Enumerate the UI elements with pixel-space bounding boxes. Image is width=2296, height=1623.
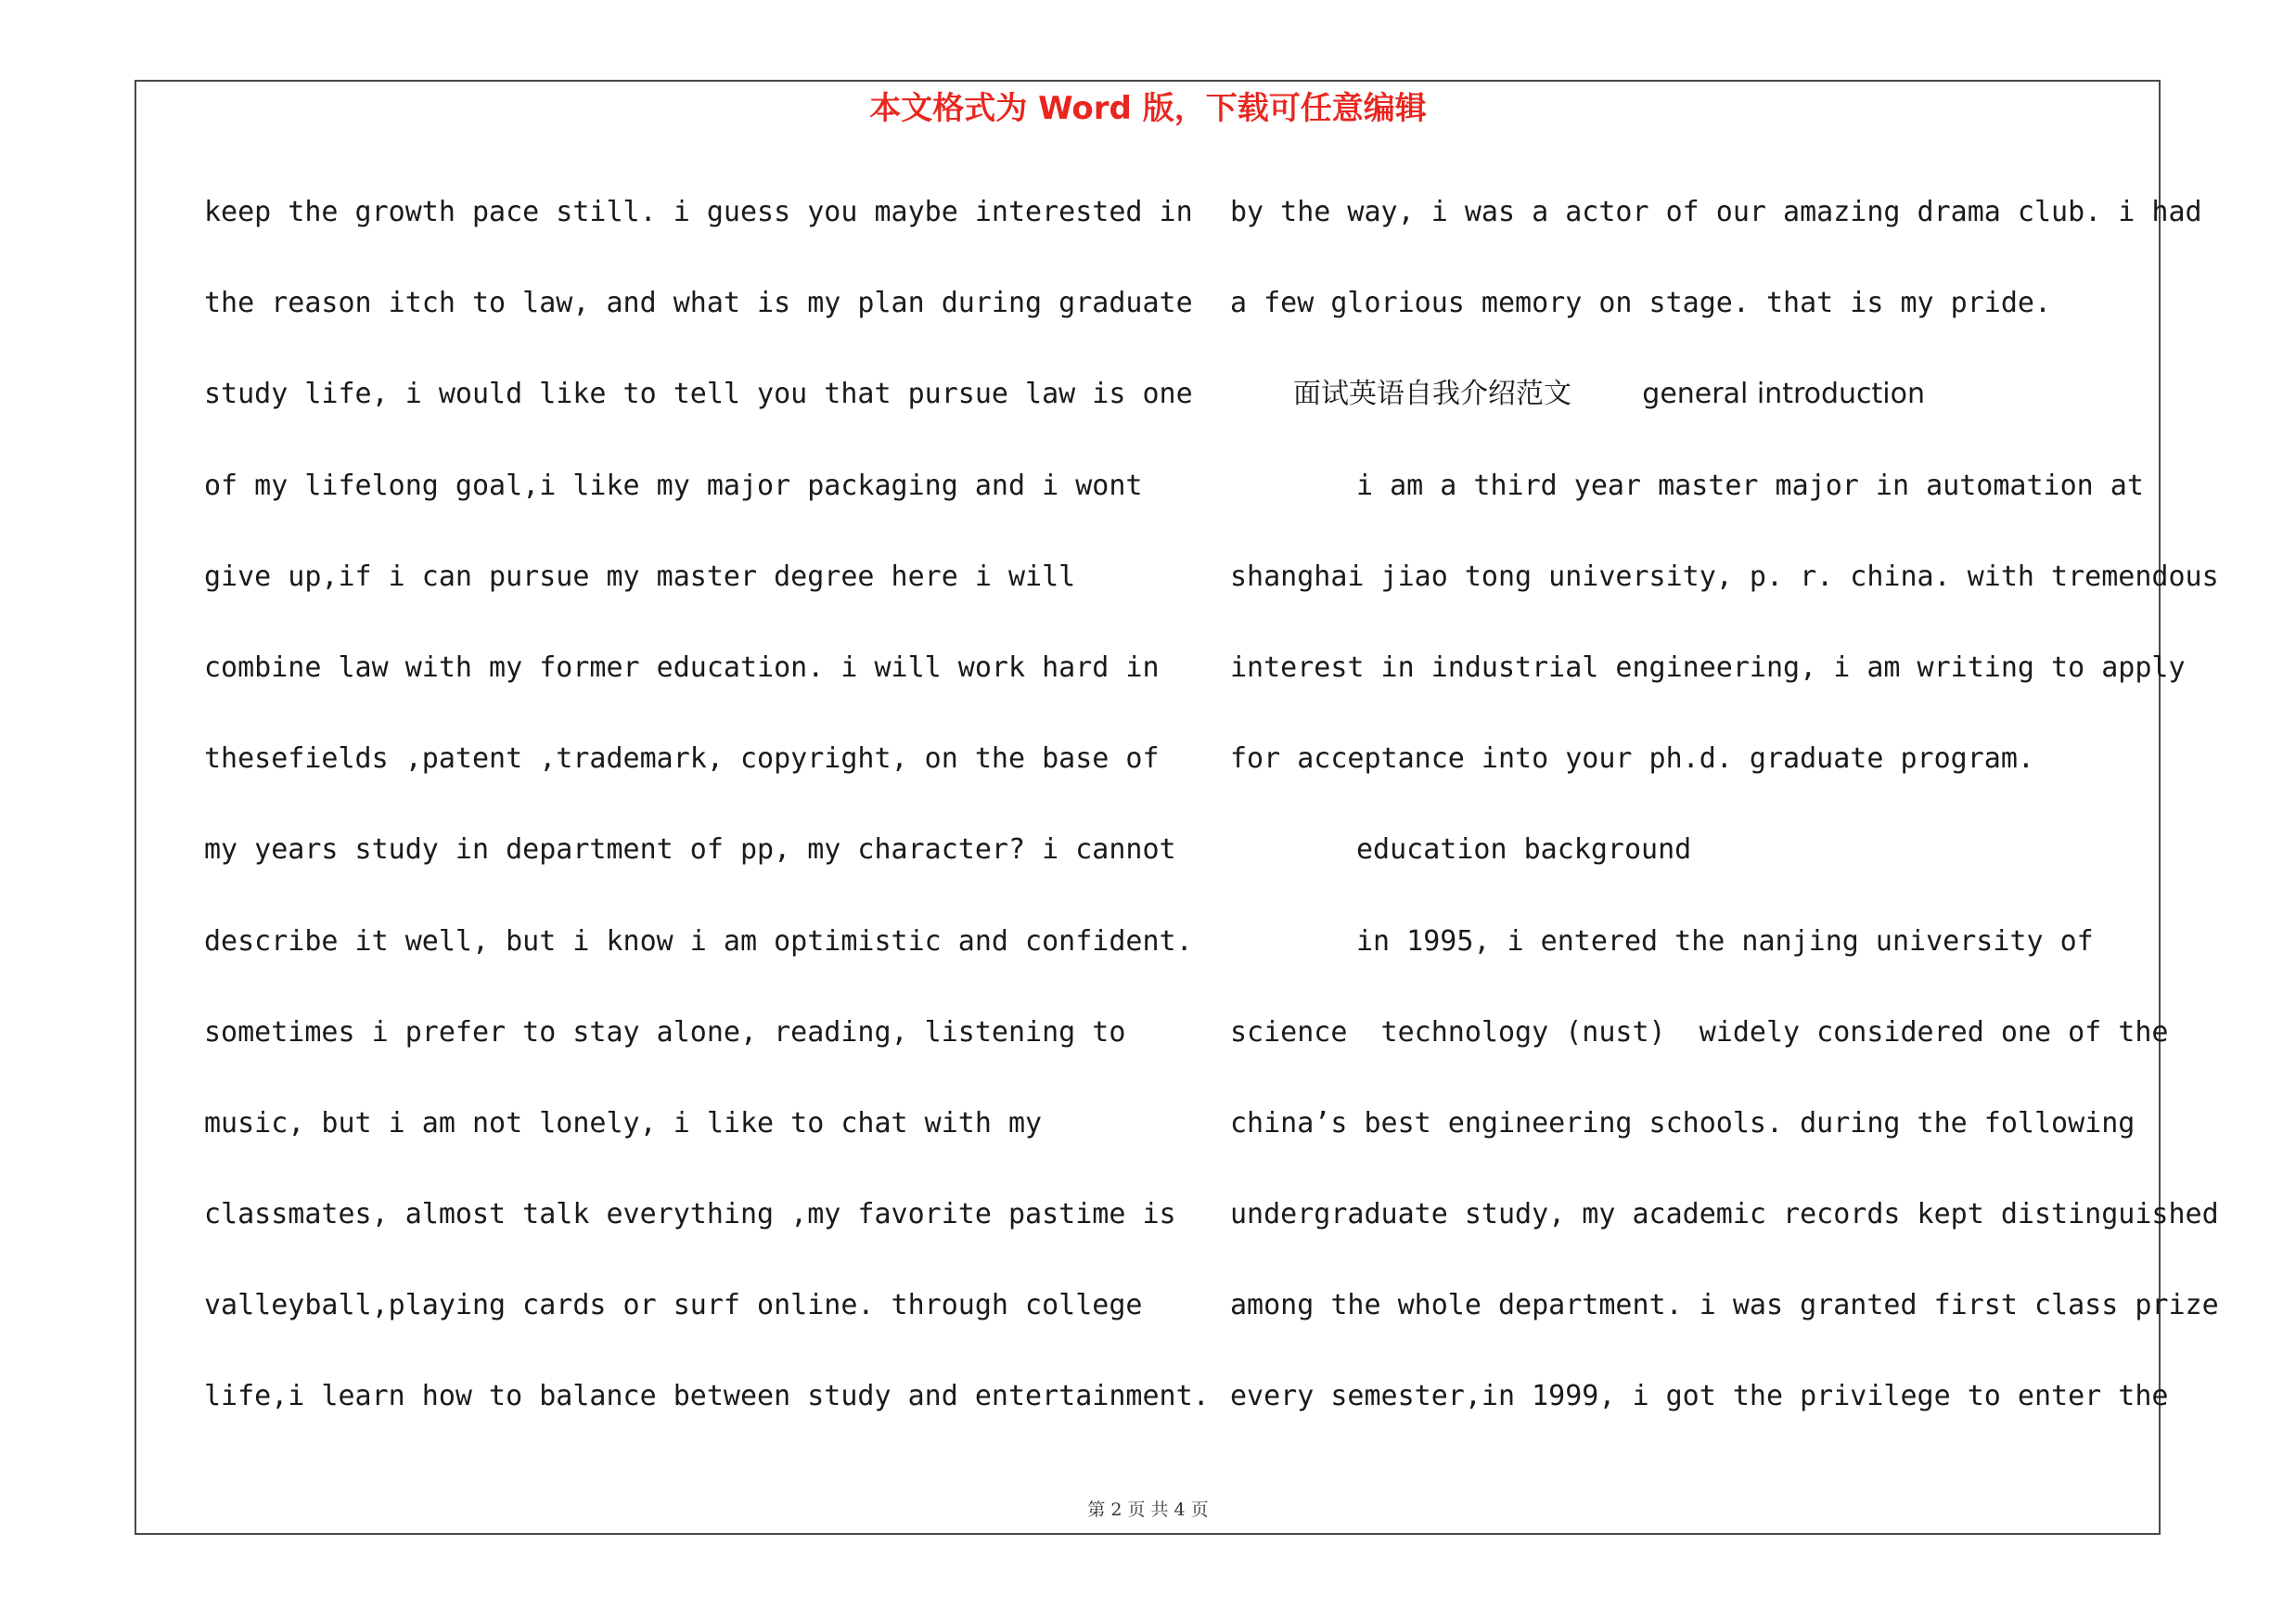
text-line: of my lifelong goal,i like my major packaging and i wont [204, 469, 1143, 502]
text-line: shanghai jiao tong university, p. r. china. with tremendous [1230, 560, 2219, 593]
text-line: music, but i am not lonely, i like to chat with my [204, 1106, 1043, 1140]
text-line: life,i learn how to balance between study and entertainment. [204, 1380, 1210, 1413]
text-line: for acceptance into your ph.d. graduate program. [1230, 742, 2034, 776]
text-line: undergraduate study, my academic records kept distinguished [1230, 1198, 2219, 1231]
section-heading: 面试英语自我介绍范文 general introduction [1293, 378, 1926, 411]
text-line: describe it well, but i know i am optimistic and confident. [204, 924, 1193, 958]
text-line: a few glorious memory on stage. that is my pride. [1230, 287, 2052, 320]
text-line: my years study in department of pp, my character? i cannot [204, 833, 1176, 867]
text-line: interest in industrial engineering, i am writing to apply [1230, 650, 2186, 684]
text-line: every semester,in 1999, i got the privilege to enter the [1230, 1380, 2169, 1413]
text-line: by the way, i was a actor of our amazing drama club. i had [1230, 196, 2202, 228]
text-line: keep the growth pace still. i guess you maybe interested in [204, 196, 1193, 228]
text-line: among the whole department. i was granted first class prize [1230, 1289, 2219, 1322]
text-line: in 1995, i entered the nanjing university of [1356, 924, 2094, 958]
text-line: study life, i would like to tell you that pursue law is one [204, 378, 1193, 411]
text-line: valleyball,playing cards or surf online. through college [204, 1289, 1143, 1322]
text-line: classmates, almost talk everything ,my favorite pastime is [204, 1198, 1176, 1231]
text-line: i am a third year master major in automation at [1356, 469, 2144, 502]
text-line: combine law with my former education. i will work hard in [204, 650, 1160, 684]
page-number: 第 2 页 共 4 页 [1087, 1500, 1209, 1520]
text-line: sometimes i prefer to stay alone, reading, listening to [204, 1015, 1126, 1049]
text-line: give up,if i can pursue my master degree here i will [204, 560, 1076, 593]
text-line: thesefields ,patent ,trademark, copyright, on the base of [204, 742, 1160, 776]
text-line: science technology (nust) widely considered one of the [1230, 1015, 2169, 1049]
format-banner: 本文格式为 Word 版，下载可任意编辑 [869, 90, 1427, 127]
text-line: china’s best engineering schools. during the following [1230, 1106, 2136, 1140]
text-line: the reason itch to law, and what is my plan during graduate [204, 287, 1193, 320]
left-column [204, 184, 1210, 1460]
right-column [1230, 184, 2219, 1460]
section-heading: education background [1356, 833, 1692, 867]
